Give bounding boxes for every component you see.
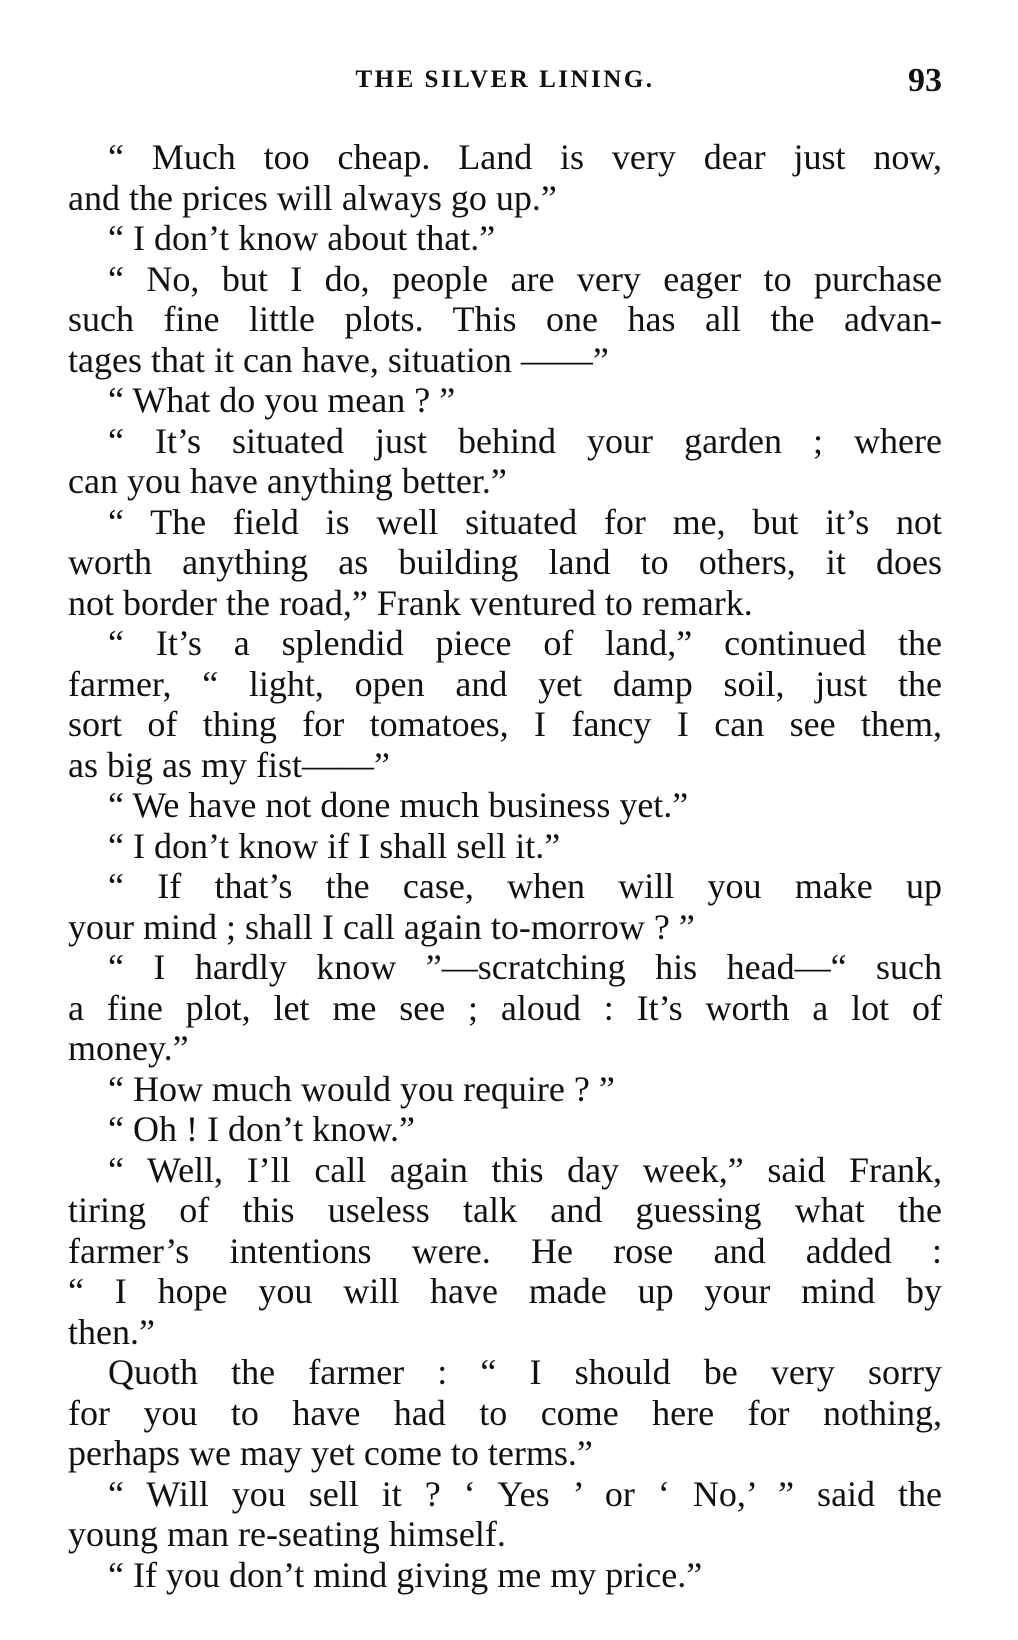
text-line: “ The field is well situated for me, but it’s not [108,501,942,542]
text-line: perhaps we may yet come to terms.” [68,1433,593,1473]
text-line: can you have anything better.” [68,461,507,501]
text-line: worth anything as building land to others, it does [68,542,942,582]
body-text [68,137,942,1595]
text-line: farmer’s intentions were. He rose and added : [68,1230,942,1271]
text-line: “ How much would you require ? ” [108,1068,615,1109]
text-line: “ I hardly know ”—scratching his head—“ such [108,947,942,987]
text-line: “ What do you mean ? ” [108,380,456,420]
text-line: farmer, “ light, open and yet damp soil, just the [68,663,942,704]
page-number: 93 [908,62,942,99]
text-line: “ I don’t know if I shall sell it.” [108,825,561,866]
text-line: tages that it can have, situation ——” [68,339,609,380]
text-line: “ Well, I’ll call again this day week,” said Frank, [108,1149,942,1190]
text-line: sort of thing for tomatoes, I fancy I can see them, [68,704,942,744]
text-line: tiring of this useless talk and guessing what the [68,1190,942,1230]
text-line: “ Will you sell it ? ‘ Yes ’ or ‘ No,’ ” said the [108,1473,942,1514]
text-line: “ We have not done much business yet.” [108,785,689,825]
text-line: not border the road,” Frank ventured to remark. [68,582,753,623]
text-line: “ If you don’t mind giving me my price.” [108,1554,703,1595]
text-line: “ Much too cheap. Land is very dear just now, [108,137,942,177]
text-line: “ I don’t know about that.” [108,218,496,258]
text-line: as big as my fist——” [68,744,390,785]
text-line: Quoth the farmer : “ I should be very sorry [108,1352,942,1392]
text-line: such fine little plots. This one has all the advan- [68,299,942,339]
text-line: “ No, but I do, people are very eager to purchase [108,258,942,299]
text-line: then.” [68,1311,155,1352]
text-line: and the prices will always go up.” [68,177,557,218]
text-line: young man re-seating himself. [68,1514,506,1554]
text-line: your mind ; shall I call again to-morrow ? ” [68,906,695,947]
running-head: THE SILVER LINING. [355,66,655,93]
text-line: “ Oh ! I don’t know.” [108,1109,415,1149]
text-line: “ It’s a splendid piece of land,” continued the [108,623,942,663]
text-line: “ I hope you will have made up your mind by [68,1271,942,1311]
text-line: “ It’s situated just behind your garden ; where [108,420,942,461]
text-line: money.” [68,1028,189,1068]
page-header [68,62,942,106]
text-line: “ If that’s the case, when will you make up [108,866,942,906]
text-line: a fine plot, let me see ; aloud : It’s worth a lot of [68,987,942,1028]
text-line: for you to have had to come here for nothing, [68,1392,942,1433]
